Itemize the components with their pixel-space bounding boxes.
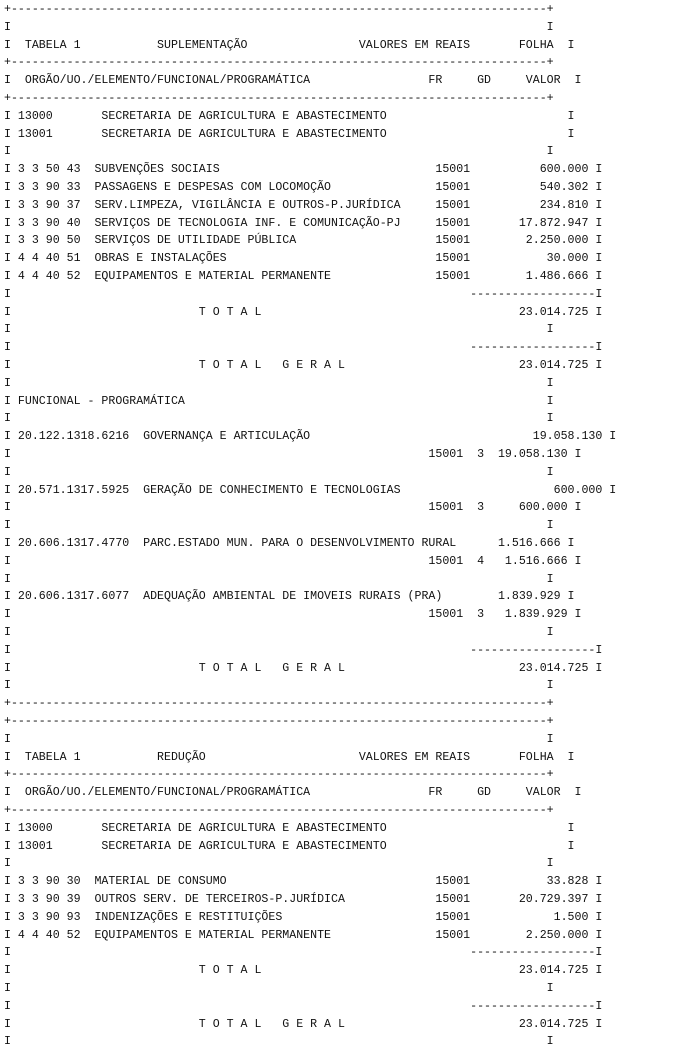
report-line: I I <box>4 732 554 746</box>
report-line: +-----------------------------------------------------------------------------+ <box>4 56 554 70</box>
report-line: I 15001 3 600.000 I <box>4 501 582 515</box>
report-line: I 15001 3 19.058.130 I <box>4 448 582 461</box>
report-line: I ------------------I <box>4 287 603 301</box>
report-line: I I <box>4 1035 554 1045</box>
report-line: +-----------------------------------------------------------------------------+ <box>4 697 554 711</box>
report-line: I T O T A L 23.014.725 I <box>4 305 603 319</box>
report-line: I I <box>4 376 554 390</box>
report-line: I TABELA 1 SUPLEMENTAÇÃO VALORES EM REAIS FOLHA I <box>4 38 575 52</box>
report-line: I ORGÃO/UO./ELEMENTO/FUNCIONAL/PROGRAMÁTICA FR GD VALOR I <box>4 786 582 800</box>
report-line: I I <box>4 679 554 693</box>
report-line: I ORGÃO/UO./ELEMENTO/FUNCIONAL/PROGRAMÁTICA FR GD VALOR I <box>4 74 582 88</box>
report-line: I FUNCIONAL - PROGRAMÁTICA I <box>4 394 554 408</box>
report-line: I ------------------I <box>4 643 603 657</box>
report-line: I ------------------I <box>4 341 603 355</box>
report-line: I 13000 SECRETARIA DE AGRICULTURA E ABASTECIMENTO I <box>4 821 575 835</box>
report-line: I I <box>4 412 554 426</box>
report-line: +-----------------------------------------------------------------------------+ <box>4 92 554 105</box>
report-line: I I <box>4 145 554 159</box>
report-line: +-----------------------------------------------------------------------------+ <box>4 804 554 817</box>
report-line: I I <box>4 982 554 995</box>
report-line: I T O T A L G E R A L 23.014.725 I <box>4 359 603 372</box>
report-line: I 3 3 90 39 OUTROS SERV. DE TERCEIROS-P.JURÍDICA 15001 20.729.397 I <box>4 893 603 906</box>
report-line: I I <box>4 323 554 337</box>
report-line: I 20.606.1317.4770 PARC.ESTADO MUN. PARA O DESENVOLVIMENTO RURAL 1.516.666 I <box>4 537 575 550</box>
report-line: I 3 3 90 40 SERVIÇOS DE TECNOLOGIA INF. E COMUNICAÇÃO-PJ 15001 17.872.947 I <box>4 216 603 230</box>
report-line: I 13000 SECRETARIA DE AGRICULTURA E ABASTECIMENTO I <box>4 109 575 123</box>
report-line: I 20.606.1317.6077 ADEQUAÇÃO AMBIENTAL DE IMOVEIS RURAIS (PRA) 1.839.929 I <box>4 590 575 604</box>
report-line: I 3 3 90 50 SERVIÇOS DE UTILIDADE PÚBLICA 15001 2.250.000 I <box>4 234 603 248</box>
report-line: I 4 4 40 52 EQUIPAMENTOS E MATERIAL PERMANENTE 15001 2.250.000 I <box>4 928 603 942</box>
report-line: I I <box>4 465 554 479</box>
report-line: +-----------------------------------------------------------------------------+ <box>4 715 554 728</box>
report-line: I 15001 4 1.516.666 I <box>4 554 582 568</box>
report-line: I 3 3 90 37 SERV.LIMPEZA, VIGILÂNCIA E OUTROS-P.JURÍDICA 15001 234.810 I <box>4 198 603 212</box>
report-line: I I <box>4 20 554 34</box>
report-line: I T O T A L 23.014.725 I <box>4 964 603 978</box>
report-line: I I <box>4 519 554 533</box>
report-line: I 4 4 40 52 EQUIPAMENTOS E MATERIAL PERMANENTE 15001 1.486.666 I <box>4 270 603 283</box>
report-line: I 13001 SECRETARIA DE AGRICULTURA E ABASTECIMENTO I <box>4 127 575 141</box>
report-line: I 15001 3 1.839.929 I <box>4 608 582 622</box>
report-line: I 20.571.1317.5925 GERAÇÃO DE CONHECIMENTO E TECNOLOGIAS 600.000 I <box>4 483 617 497</box>
report-line: I I <box>4 626 554 639</box>
report-line: I 3 3 90 33 PASSAGENS E DESPESAS COM LOCOMOÇÃO 15001 540.302 I <box>4 181 603 194</box>
report-line: I TABELA 1 REDUÇÃO VALORES EM REAIS FOLHA I <box>4 750 575 764</box>
report-line: I T O T A L G E R A L 23.014.725 I <box>4 1017 603 1031</box>
report-line: I I <box>4 572 554 586</box>
report-line: +-----------------------------------------------------------------------------+ <box>4 3 554 16</box>
report-line: +-----------------------------------------------------------------------------+ <box>4 768 554 782</box>
report-line: I 20.122.1318.6216 GOVERNANÇA E ARTICULAÇÃO 19.058.130 I <box>4 430 617 444</box>
report-line: I 13001 SECRETARIA DE AGRICULTURA E ABASTECIMENTO I <box>4 839 575 853</box>
report-line: I ------------------I <box>4 946 603 960</box>
report-line: I 3 3 90 93 INDENIZAÇÕES E RESTITUIÇÕES 15001 1.500 I <box>4 910 603 924</box>
report-line: I T O T A L G E R A L 23.014.725 I <box>4 661 603 675</box>
report-line: I 4 4 40 51 OBRAS E INSTALAÇÕES 15001 30.000 I <box>4 252 603 266</box>
report-line: I I <box>4 857 554 871</box>
report-line: I 3 3 90 30 MATERIAL DE CONSUMO 15001 33.828 I <box>4 875 603 889</box>
report-line: I ------------------I <box>4 999 603 1013</box>
report-line: I 3 3 50 43 SUBVENÇÕES SOCIAIS 15001 600.000 I <box>4 163 603 177</box>
